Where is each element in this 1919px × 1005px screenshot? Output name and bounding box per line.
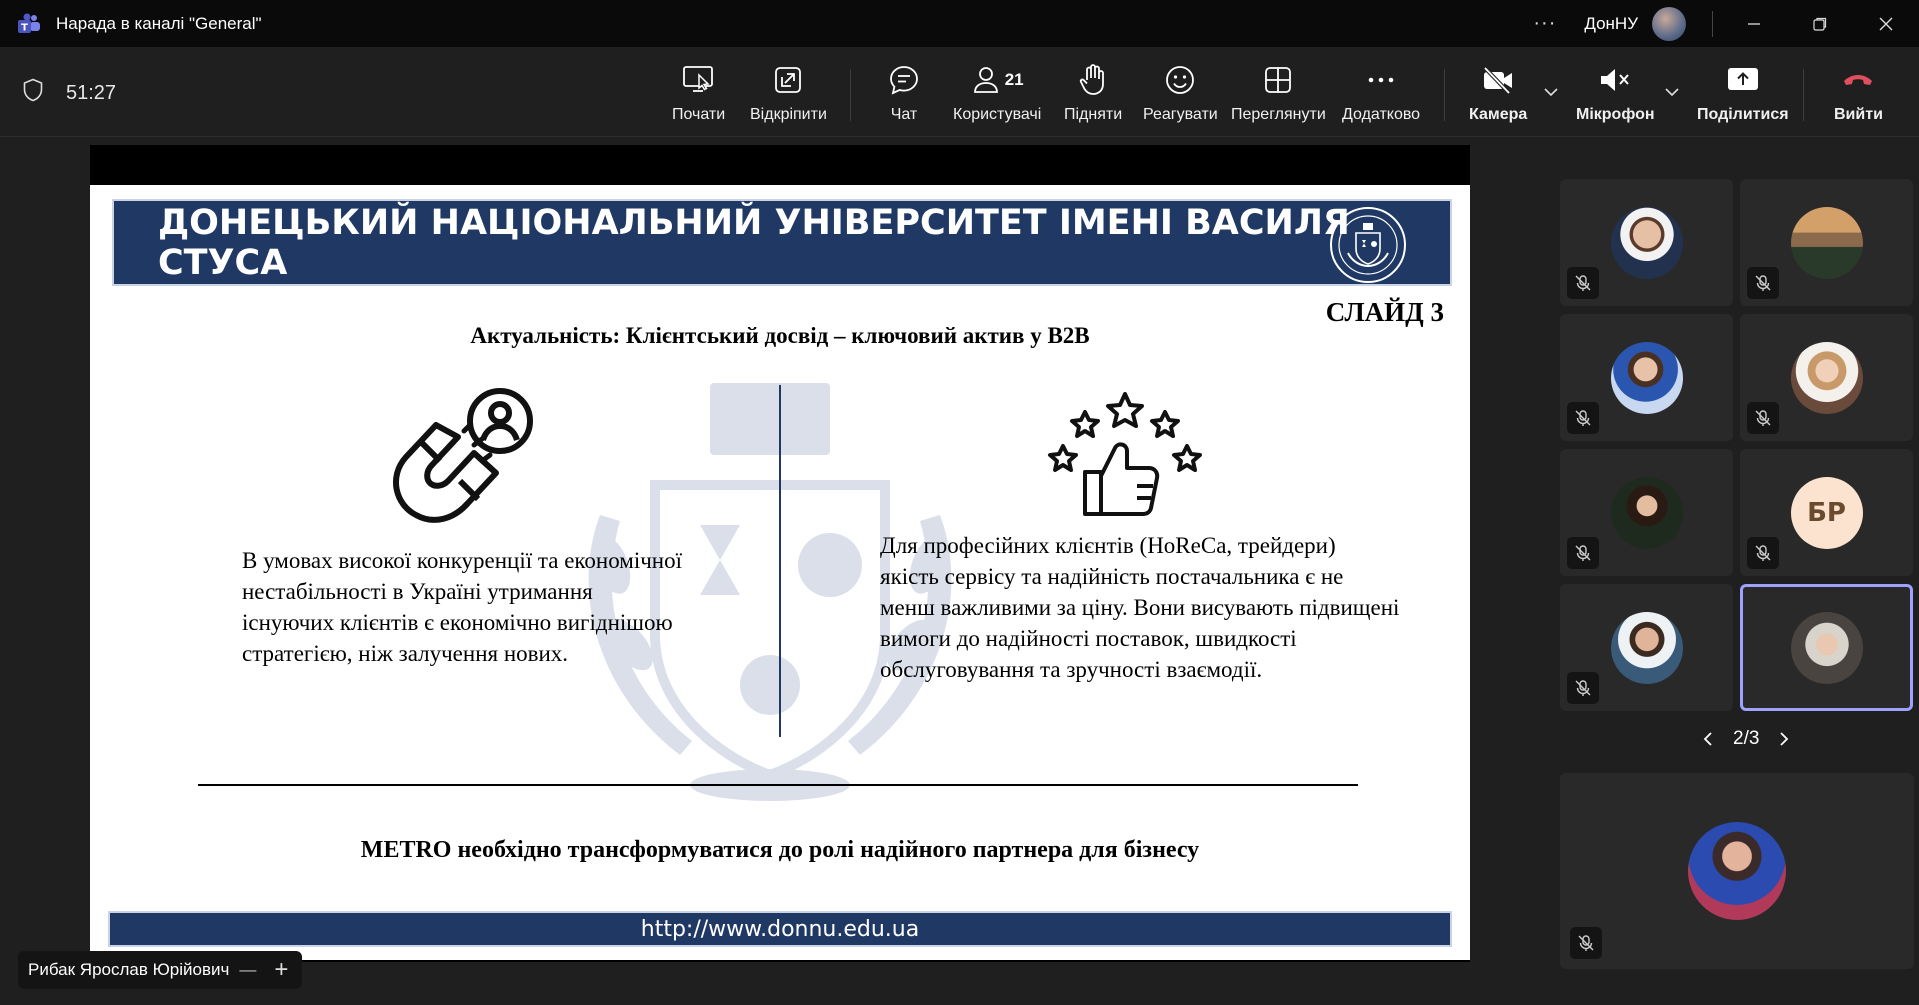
mic-label: Мікрофон — [1576, 106, 1655, 123]
slide-subtitle: Актуальність: Клієнтський досвід – ключовий актив у B2B — [470, 323, 1090, 348]
mic-off-icon — [1754, 544, 1772, 562]
mic-off-icon — [1754, 409, 1772, 427]
account-avatar[interactable] — [1652, 7, 1686, 41]
mic-off-badge — [1567, 537, 1599, 569]
participant-avatar — [1791, 342, 1863, 414]
popout-label: Відкріпити — [750, 106, 827, 123]
mic-off-icon — [1574, 544, 1592, 562]
react-label: Реагувати — [1143, 106, 1218, 123]
mic-off-badge — [1567, 672, 1599, 704]
pager-label: 2/3 — [1733, 728, 1760, 749]
share-label: Поділитися — [1697, 106, 1789, 123]
more-label: Додатково — [1342, 106, 1421, 123]
mic-off-icon — [1577, 934, 1595, 952]
slide-right-text: Для професійних клієнтів (HoReCa, трейдери) якість сервісу та надійність постачальника є не менш важливими за ціну. Вони висувають підвищені вимоги до надійності поставок, швидкості обслуговування та зручності взаємодії. — [880, 533, 1400, 682]
participant-avatar — [1791, 612, 1863, 684]
participant-tile[interactable] — [1560, 314, 1733, 441]
slide-footer-url: http://www.donnu.edu.ua — [640, 916, 920, 942]
chevron-right-icon — [1779, 731, 1789, 747]
more-icon — [1366, 75, 1396, 85]
presenter-name-tag[interactable] — [18, 951, 302, 989]
presentation-slide — [90, 185, 1470, 960]
close-icon — [1878, 16, 1894, 32]
participant-tile-active-speaker[interactable] — [1740, 584, 1913, 711]
mic-off-badge — [1747, 537, 1779, 569]
participant-avatar — [1611, 207, 1683, 279]
start-label: Почати — [672, 106, 726, 123]
shield-icon — [22, 78, 44, 102]
toolbar-divider — [1444, 69, 1445, 121]
slide-banner-title: ДОНЕЦЬКИЙ НАЦІОНАЛЬНИЙ УНІВЕРСИТЕТ ІМЕНІ ВАСИЛЯ СТУСА — [158, 202, 1350, 283]
camera-label: Камера — [1469, 106, 1528, 123]
slide-left-text: В умовах високої конкуренції та економічної нестабільності в Україні утримання існуючих клієнтів є економічно вигіднішою стратегією, ніж залучення нових. — [242, 548, 682, 666]
microphone-button[interactable] — [1576, 61, 1655, 124]
camera-button[interactable] — [1469, 61, 1527, 124]
expand-button[interactable]: + — [274, 956, 289, 983]
people-count: 21 — [1004, 70, 1024, 89]
pager-next-button[interactable] — [1759, 731, 1809, 747]
popout-button[interactable] — [750, 61, 827, 124]
participant-tile[interactable] — [1560, 584, 1733, 711]
more-options-button[interactable]: ··· — [1533, 12, 1557, 34]
gallery-pager — [1683, 728, 1809, 750]
share-screen-icon — [1726, 66, 1760, 94]
organization-name[interactable]: ДонНУ — [1584, 13, 1638, 33]
participant-tile[interactable] — [1560, 449, 1733, 576]
pager-previous-button[interactable] — [1683, 731, 1733, 747]
share-button[interactable] — [1697, 61, 1789, 124]
self-view-tile[interactable] — [1560, 773, 1914, 969]
leave-button[interactable] — [1834, 61, 1883, 124]
react-button[interactable] — [1143, 61, 1218, 124]
leave-label: Вийти — [1834, 106, 1883, 123]
shared-content-stage — [90, 145, 1470, 962]
chat-label: Чат — [890, 106, 918, 123]
slide-divider-horizontal — [198, 784, 1358, 786]
toolbar-divider — [850, 69, 851, 121]
minimize-icon — [1747, 17, 1761, 31]
meeting-title: Нарада в каналі "General" — [56, 13, 262, 33]
meeting-toolbar — [0, 47, 1919, 137]
hang-up-icon — [1841, 70, 1875, 90]
mic-options-chevron-icon[interactable] — [1664, 87, 1680, 97]
camera-options-chevron-icon[interactable] — [1543, 87, 1559, 97]
mic-off-badge — [1570, 927, 1602, 959]
participant-tile[interactable] — [1740, 449, 1913, 576]
restore-button[interactable] — [1787, 0, 1853, 47]
mic-off-icon — [1754, 274, 1772, 292]
restore-icon — [1813, 17, 1827, 31]
minimize-button[interactable] — [1721, 0, 1787, 47]
hand-icon — [1078, 63, 1108, 97]
participant-tile[interactable] — [1740, 179, 1913, 306]
slide-conclusion: METRO необхідно трансформуватися до ролі надійного партнера для бізнесу — [360, 837, 1200, 863]
toolbar-divider — [1803, 69, 1804, 121]
mic-off-badge — [1747, 402, 1779, 434]
mic-off-badge — [1567, 267, 1599, 299]
slide-number: СЛАЙД 3 — [1325, 297, 1444, 327]
participant-tile[interactable] — [1740, 314, 1913, 441]
university-crest-icon — [1330, 207, 1406, 283]
window-titlebar — [0, 0, 1919, 47]
more-actions-button[interactable] — [1342, 61, 1420, 124]
participant-avatar — [1791, 207, 1863, 279]
screen-record-icon — [682, 64, 716, 96]
chat-icon — [888, 64, 920, 96]
participant-avatar — [1611, 477, 1683, 549]
collapse-button[interactable]: — — [239, 960, 257, 979]
people-label: Користувачі — [953, 106, 1042, 123]
slide-banner — [112, 199, 1452, 286]
titlebar-divider — [1712, 11, 1713, 37]
slide-divider-vertical — [779, 385, 781, 737]
view-label: Переглянути — [1231, 106, 1326, 123]
participant-tile[interactable] — [1560, 179, 1733, 306]
meeting-timer: 51:27 — [66, 82, 117, 104]
thumbs-up-stars-icon — [1045, 390, 1205, 520]
raise-hand-button[interactable] — [1064, 61, 1122, 124]
popout-icon — [773, 65, 803, 95]
svg-text:T: T — [21, 22, 28, 33]
mic-off-badge — [1567, 402, 1599, 434]
participant-avatar — [1611, 612, 1683, 684]
mic-off-icon — [1574, 274, 1592, 292]
people-button[interactable] — [953, 61, 1041, 124]
raise-label: Підняти — [1064, 106, 1123, 123]
view-button[interactable] — [1231, 61, 1326, 124]
participant-avatar — [1688, 822, 1786, 920]
chevron-left-icon — [1703, 731, 1713, 747]
participant-avatar — [1611, 342, 1683, 414]
smiley-icon — [1164, 64, 1196, 96]
presenter-name: Рибак Ярослав Юрійович — [28, 960, 230, 979]
participant-initials: БР — [1791, 477, 1863, 549]
close-window-button[interactable] — [1853, 0, 1919, 47]
slide-footer — [108, 911, 1452, 947]
mic-muted-icon — [1598, 65, 1632, 95]
mic-off-icon — [1574, 679, 1592, 697]
mic-off-badge — [1747, 267, 1779, 299]
grid-view-icon — [1263, 65, 1293, 95]
start-button[interactable] — [672, 61, 725, 124]
magnet-customer-icon — [390, 385, 540, 525]
camera-off-icon — [1481, 65, 1515, 95]
chat-button[interactable] — [888, 61, 920, 124]
people-icon — [971, 65, 1001, 95]
teams-app-icon — [16, 11, 42, 37]
mic-off-icon — [1574, 409, 1592, 427]
